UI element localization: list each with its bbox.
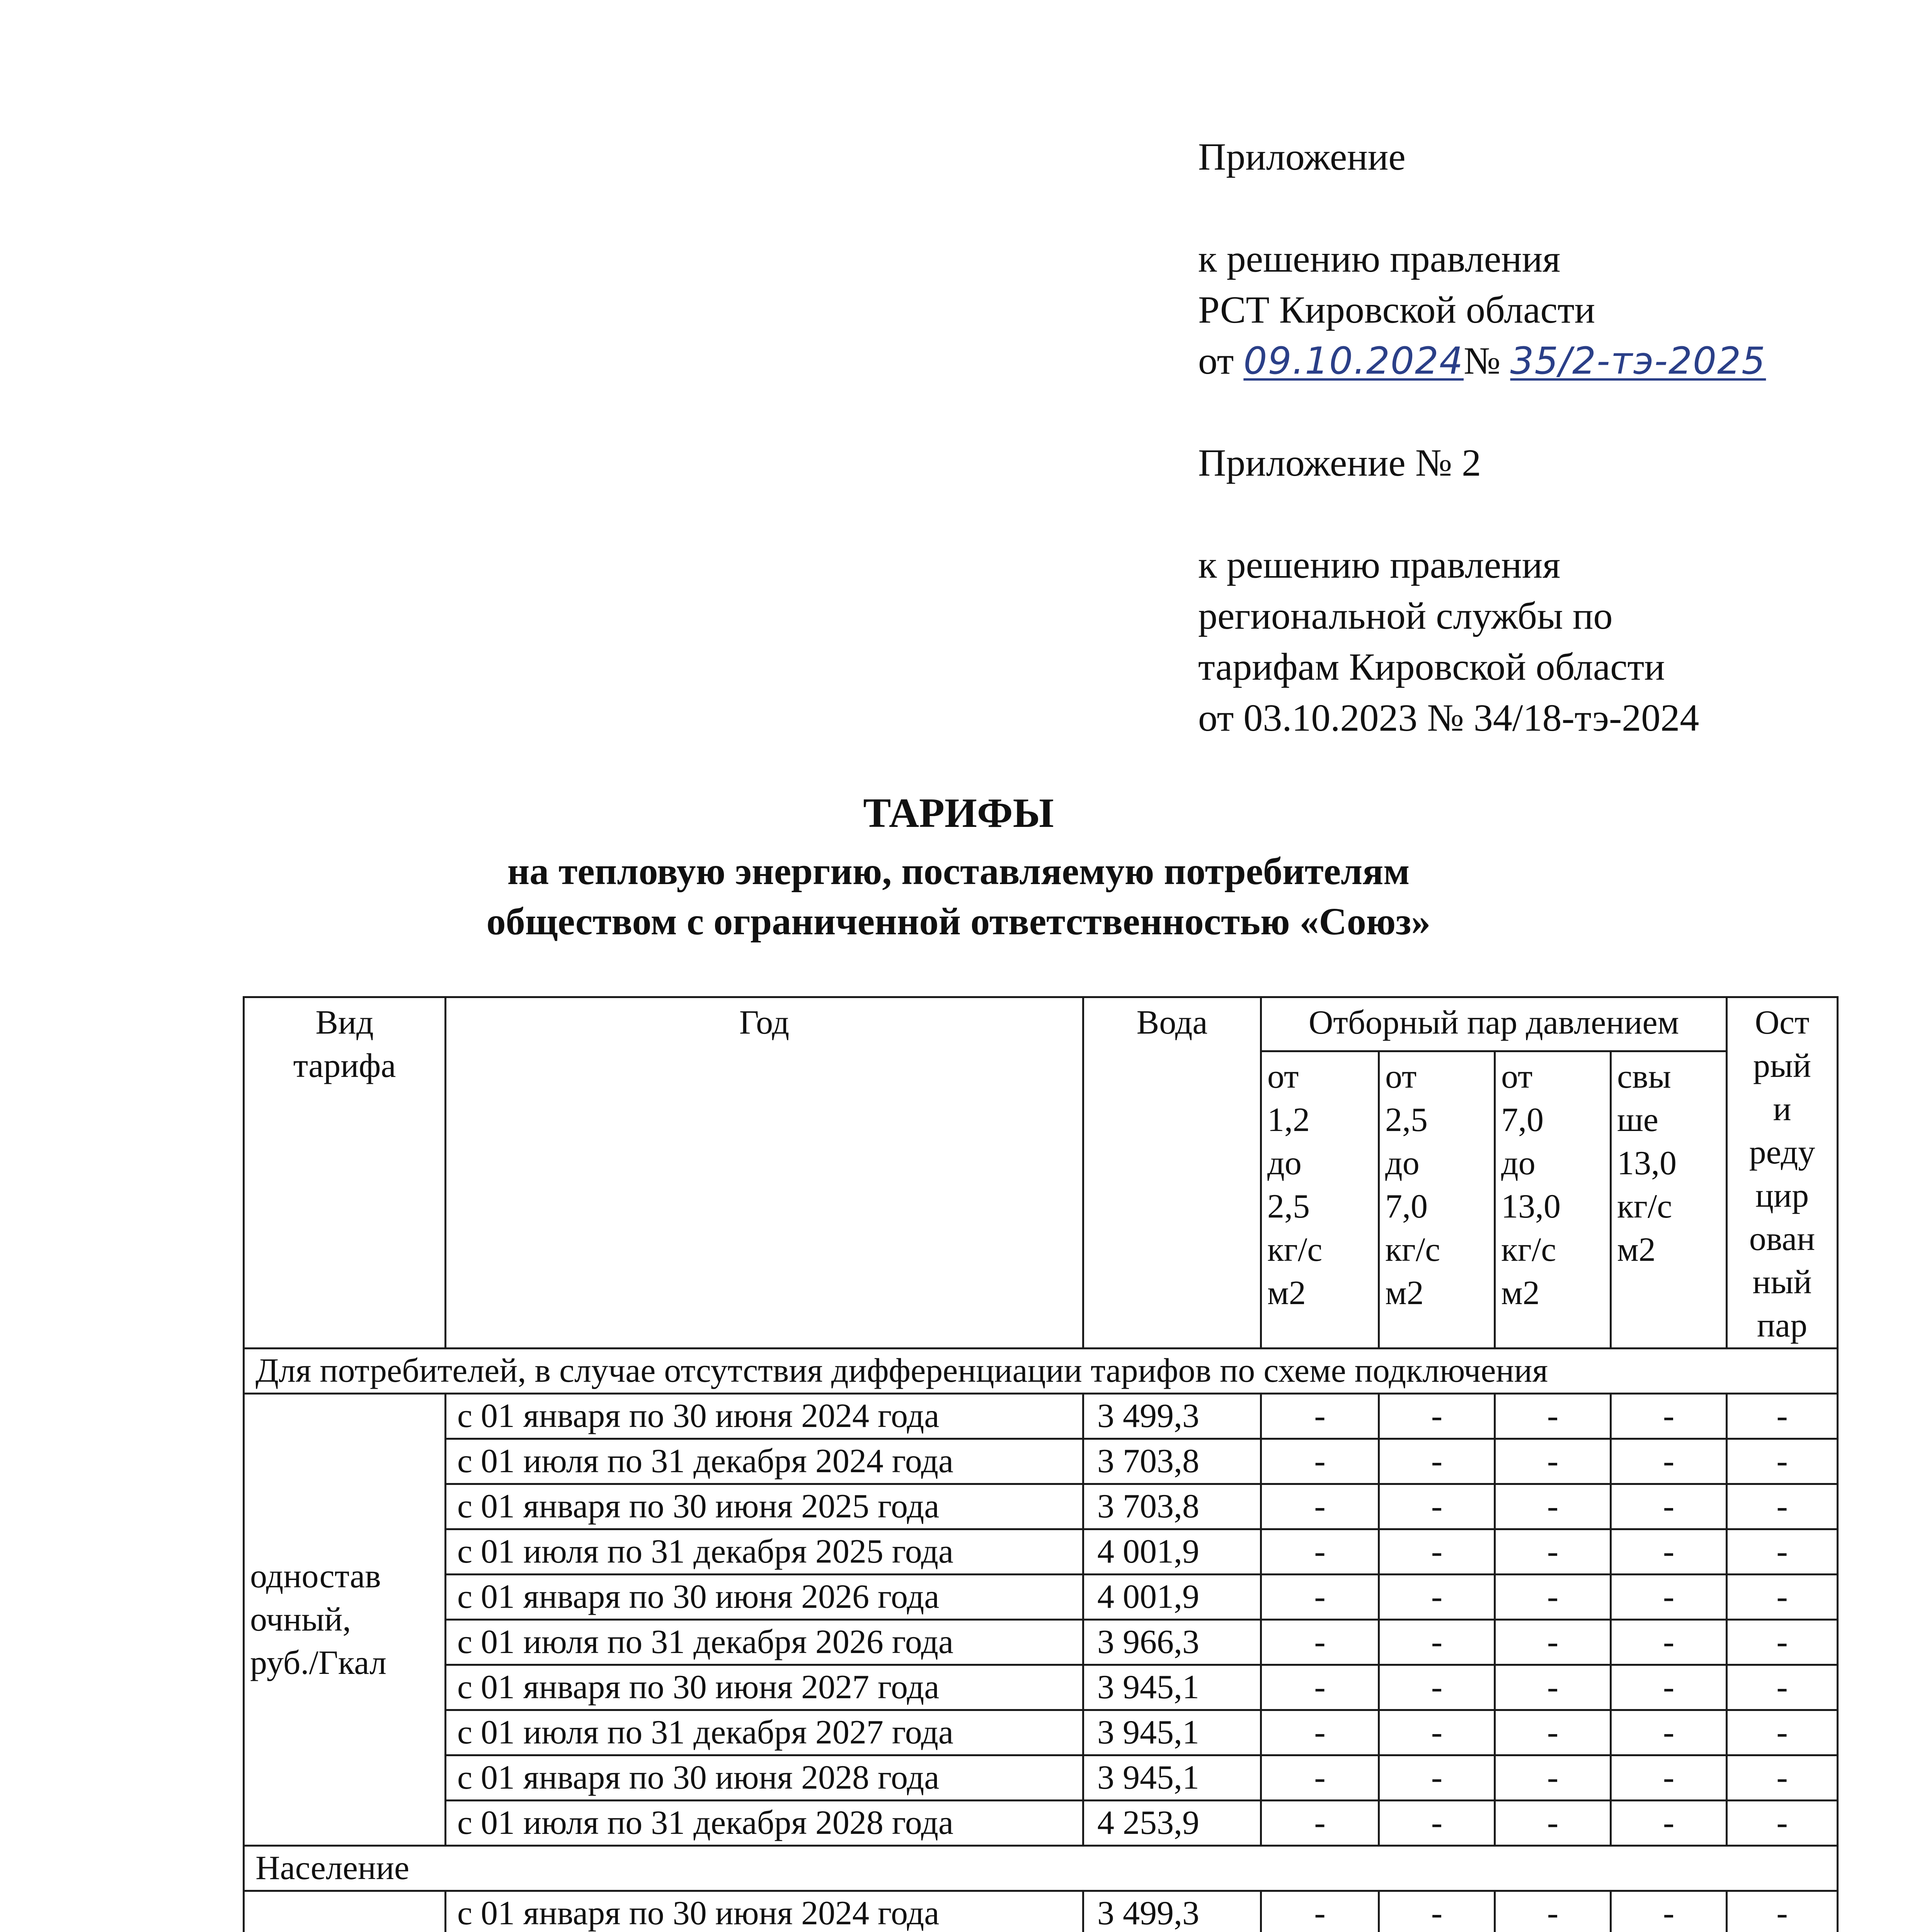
- steam-tariff-cell: -: [1261, 1891, 1379, 1932]
- steam-tariff-cell: -: [1611, 1529, 1727, 1575]
- tariff-row: [244, 1891, 1838, 1932]
- header-vid: Вид тарифа: [244, 997, 446, 1349]
- tariff-type-cell: [244, 1891, 446, 1932]
- steam-tariff-cell: -: [1727, 1394, 1838, 1439]
- appendix-authority-line: РСТ Кировской области: [1198, 288, 1595, 331]
- header-steam-3: от 7,0 до 13,0 кг/с м2: [1495, 1051, 1611, 1349]
- steam-tariff-cell: -: [1261, 1484, 1379, 1529]
- steam-tariff-cell: -: [1611, 1394, 1727, 1439]
- period-cell: с 01 июля по 31 декабря 2024 года: [446, 1439, 1083, 1484]
- steam-tariff-cell: -: [1495, 1755, 1611, 1801]
- document-title: ТАРИФЫ: [863, 790, 1054, 836]
- water-tariff-cell: 4 253,9: [1083, 1801, 1261, 1846]
- period-cell: с 01 июля по 31 декабря 2025 года: [446, 1529, 1083, 1575]
- steam-tariff-cell: -: [1379, 1394, 1495, 1439]
- water-tariff-cell: 3 945,1: [1083, 1665, 1261, 1710]
- steam-tariff-cell: -: [1495, 1575, 1611, 1620]
- document-subtitle-2: обществом с ограниченной ответственностью «Союз»: [486, 900, 1431, 943]
- water-tariff-cell: 4 001,9: [1083, 1575, 1261, 1620]
- header-steam-group: Отборный пар давлением: [1261, 997, 1727, 1051]
- water-tariff-cell: 3 945,1: [1083, 1710, 1261, 1755]
- appendix-2-date-line: от 03.10.2023 № 34/18-тэ-2024: [1198, 696, 1699, 739]
- steam-tariff-cell: -: [1261, 1620, 1379, 1665]
- appendix-block: [1198, 131, 1894, 743]
- period-cell: с 01 января по 30 июня 2024 года: [446, 1394, 1083, 1439]
- tariff-row: [244, 1665, 1838, 1710]
- water-tariff-cell: 3 703,8: [1083, 1439, 1261, 1484]
- tariff-row: [244, 1710, 1838, 1755]
- appendix-2-authority-line-2: тарифам Кировской области: [1198, 645, 1665, 688]
- steam-tariff-cell: -: [1379, 1620, 1495, 1665]
- tariff-row: [244, 1394, 1838, 1439]
- steam-tariff-cell: -: [1727, 1755, 1838, 1801]
- tariff-row: [244, 1439, 1838, 1484]
- steam-tariff-cell: -: [1379, 1665, 1495, 1710]
- period-cell: с 01 января по 30 июня 2024 года: [446, 1891, 1083, 1932]
- steam-tariff-cell: -: [1727, 1439, 1838, 1484]
- section-row: [244, 1349, 1838, 1394]
- water-tariff-cell: 3 966,3: [1083, 1620, 1261, 1665]
- period-cell: с 01 января по 30 июня 2027 года: [446, 1665, 1083, 1710]
- appendix-decision-line: к решению правления: [1198, 237, 1561, 280]
- steam-tariff-cell: -: [1727, 1620, 1838, 1665]
- header-sharp-steam: Ост рый и реду цир ован ный пар: [1727, 997, 1838, 1349]
- steam-tariff-cell: -: [1611, 1575, 1727, 1620]
- steam-tariff-cell: -: [1727, 1484, 1838, 1529]
- steam-tariff-cell: -: [1495, 1484, 1611, 1529]
- water-tariff-cell: 3 499,3: [1083, 1891, 1261, 1932]
- steam-tariff-cell: -: [1495, 1439, 1611, 1484]
- water-tariff-cell: 3 945,1: [1083, 1755, 1261, 1801]
- tariff-row: [244, 1484, 1838, 1529]
- tariff-table-body: [244, 1349, 1838, 1932]
- steam-tariff-cell: -: [1261, 1394, 1379, 1439]
- steam-tariff-cell: -: [1261, 1801, 1379, 1846]
- steam-tariff-cell: -: [1611, 1891, 1727, 1932]
- period-cell: с 01 июля по 31 декабря 2028 года: [446, 1801, 1083, 1846]
- steam-tariff-cell: -: [1495, 1891, 1611, 1932]
- steam-tariff-cell: -: [1379, 1891, 1495, 1932]
- steam-tariff-cell: -: [1379, 1484, 1495, 1529]
- steam-tariff-cell: -: [1379, 1439, 1495, 1484]
- steam-tariff-cell: -: [1611, 1755, 1727, 1801]
- tariff-row: [244, 1755, 1838, 1801]
- steam-tariff-cell: -: [1727, 1710, 1838, 1755]
- water-tariff-cell: 3 499,3: [1083, 1394, 1261, 1439]
- period-cell: с 01 января по 30 июня 2028 года: [446, 1755, 1083, 1801]
- steam-tariff-cell: -: [1727, 1801, 1838, 1846]
- header-row-1: [244, 997, 1838, 1051]
- steam-tariff-cell: -: [1261, 1710, 1379, 1755]
- steam-tariff-cell: -: [1727, 1891, 1838, 1932]
- steam-tariff-cell: -: [1495, 1394, 1611, 1439]
- date-prefix: от: [1198, 339, 1234, 382]
- appendix-2-title: Приложение № 2: [1198, 441, 1481, 484]
- steam-tariff-cell: -: [1727, 1529, 1838, 1575]
- steam-tariff-cell: -: [1379, 1575, 1495, 1620]
- header-year: Год: [446, 997, 1083, 1349]
- steam-tariff-cell: -: [1379, 1801, 1495, 1846]
- steam-tariff-cell: -: [1379, 1529, 1495, 1575]
- water-tariff-cell: 4 001,9: [1083, 1529, 1261, 1575]
- steam-tariff-cell: -: [1495, 1529, 1611, 1575]
- steam-tariff-cell: -: [1379, 1710, 1495, 1755]
- appendix-2-decision-line: к решению правления: [1198, 543, 1561, 586]
- steam-tariff-cell: -: [1727, 1575, 1838, 1620]
- handwritten-number: 35/2-тэ-2025: [1510, 339, 1766, 383]
- tariff-row: [244, 1801, 1838, 1846]
- header-steam-2: от 2,5 до 7,0 кг/с м2: [1379, 1051, 1495, 1349]
- period-cell: с 01 июля по 31 декабря 2026 года: [446, 1620, 1083, 1665]
- handwritten-date: 09.10.2024: [1243, 339, 1464, 383]
- appendix-2-authority-line-1: региональной службы по: [1198, 594, 1613, 637]
- tariff-row: [244, 1620, 1838, 1665]
- period-cell: с 01 июля по 31 декабря 2027 года: [446, 1710, 1083, 1755]
- section-label-population: Население: [244, 1846, 1838, 1891]
- steam-tariff-cell: -: [1611, 1665, 1727, 1710]
- header-steam-4: свы ше 13,0 кг/с м2: [1611, 1051, 1727, 1349]
- steam-tariff-cell: -: [1379, 1755, 1495, 1801]
- steam-tariff-cell: -: [1611, 1710, 1727, 1755]
- steam-tariff-cell: -: [1611, 1801, 1727, 1846]
- steam-tariff-cell: -: [1495, 1620, 1611, 1665]
- number-prefix: №: [1464, 339, 1501, 382]
- steam-tariff-cell: -: [1261, 1575, 1379, 1620]
- section-label-consumers: Для потребителей, в случае отсутствия дифференциации тарифов по схеме подключения: [244, 1349, 1838, 1394]
- steam-tariff-cell: -: [1495, 1665, 1611, 1710]
- water-tariff-cell: 3 703,8: [1083, 1484, 1261, 1529]
- period-cell: с 01 января по 30 июня 2026 года: [446, 1575, 1083, 1620]
- steam-tariff-cell: -: [1261, 1439, 1379, 1484]
- steam-tariff-cell: -: [1727, 1665, 1838, 1710]
- appendix-title: Приложение: [1198, 135, 1406, 178]
- header-steam-1: от 1,2 до 2,5 кг/с м2: [1261, 1051, 1379, 1349]
- header-water: Вода: [1083, 997, 1261, 1349]
- period-cell: с 01 января по 30 июня 2025 года: [446, 1484, 1083, 1529]
- tariff-type-cell: одностав очный, руб./Гкал: [244, 1394, 446, 1846]
- steam-tariff-cell: -: [1611, 1484, 1727, 1529]
- steam-tariff-cell: -: [1495, 1801, 1611, 1846]
- steam-tariff-cell: -: [1261, 1755, 1379, 1801]
- steam-tariff-cell: -: [1261, 1665, 1379, 1710]
- appendix-date-line: [1198, 335, 1894, 386]
- steam-tariff-cell: -: [1611, 1439, 1727, 1484]
- steam-tariff-cell: -: [1611, 1620, 1727, 1665]
- document-subtitle-1: на тепловую энергию, поставляемую потребителям: [507, 850, 1410, 893]
- tariff-table: [243, 996, 1839, 1932]
- section-row: [244, 1846, 1838, 1891]
- steam-tariff-cell: -: [1495, 1710, 1611, 1755]
- tariff-row: [244, 1575, 1838, 1620]
- tariff-row: [244, 1529, 1838, 1575]
- steam-tariff-cell: -: [1261, 1529, 1379, 1575]
